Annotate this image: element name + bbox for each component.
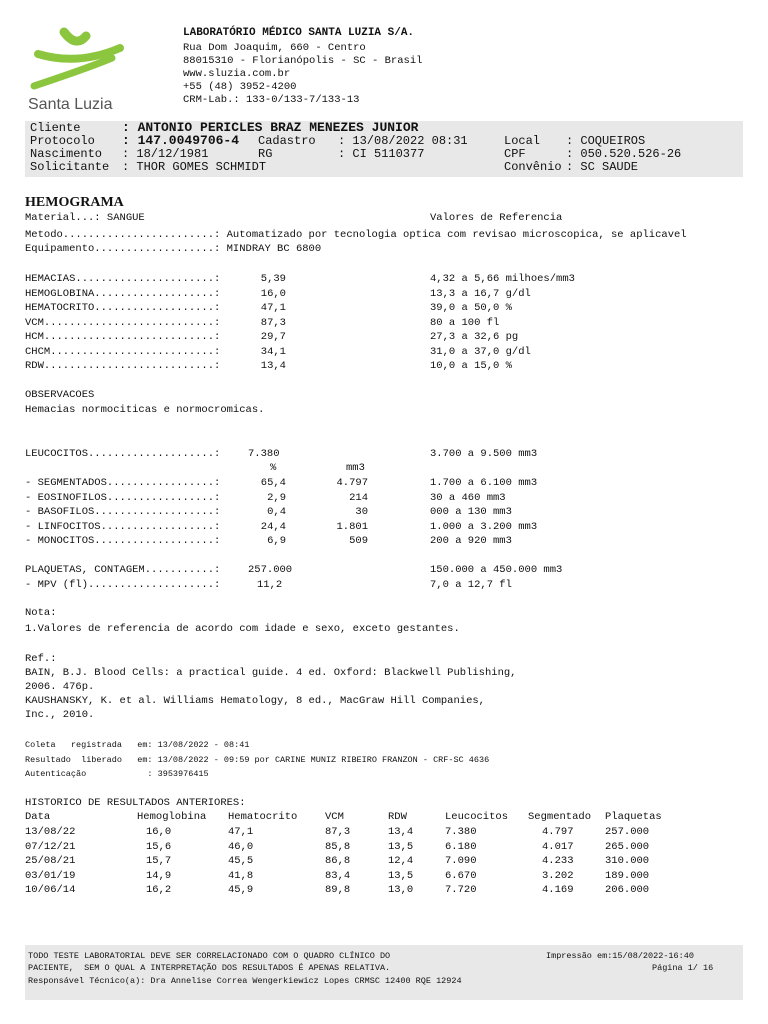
equipamento-line: Equipamento...................: MINDRAY BC 6800 [25,243,322,255]
result-pct: 2,9 [267,491,286,504]
result-value: 5,39 [260,273,286,285]
result-ref: 000 a 130 mm3 [430,506,512,518]
material-line: Material...: SANGUE [25,212,145,224]
result-pct: 24,4 [260,520,286,533]
history-cell: 265.000 [605,840,650,853]
history-cell: 4.233 [542,855,574,867]
solicitante-label: Solicitante [30,160,110,174]
result-pct: 6,9 [267,535,286,547]
ref-label: Ref.: [25,653,57,665]
history-header: Data [25,811,51,823]
result-label: - EOSINOFILOS.................: [25,491,221,504]
history-header: Leucocitos [445,811,509,823]
mpv-label: - MPV (fl)....................: [25,579,221,591]
history-cell: 13/08/22 [25,826,76,838]
history-cell: 4.017 [542,840,574,853]
protocolo-label: Protocolo [30,134,95,148]
history-cell: 14,9 [146,869,172,882]
history-cell: 41,8 [228,869,254,882]
history-cell: 85,8 [325,840,351,853]
responsavel-line: Responsável Técnico(a): Dra Annelise Correa Wengerkiewicz Lopes CRMSC 12400 RQE 12924 [28,976,462,986]
result-abs: 509 [349,535,368,547]
solicitante-value: : THOR GOMES SCHMIDT [122,160,267,174]
result-label: HEMACIAS......................: [25,273,221,285]
history-cell: 89,8 [325,884,351,896]
history-cell: 87,3 [325,826,351,838]
history-header: Hemoglobina [137,811,207,823]
cliente-value: : ANTONIO PERICLES BRAZ MENEZES JUNIOR [122,120,419,135]
result-ref: 39,0 a 50,0 % [430,302,512,314]
history-cell: 7.090 [445,855,477,867]
plaquetas-ref: 150.000 a 450.000 mm3 [430,564,563,576]
crm-line: CRM-Lab.: 133-0/133-7/133-13 [183,94,360,106]
pct-header: % [270,462,277,474]
result-ref: 1.000 a 3.200 mm3 [430,520,538,533]
result-ref: 30 a 460 mm3 [430,491,506,504]
ref-line: BAIN, B.J. Blood Cells: a practical guide. 4 ed. Oxford: Blackwell Publishing, [25,667,517,679]
result-label: - BASOFILOS...................: [25,506,221,518]
resultado-line: Resultado liberado em: 13/08/2022 - 09:59 por CARINE MUNIZ RIBEIRO FRANZON - CRF-SC 4636 [25,755,490,765]
protocolo-value: : 147.0049706-4 [122,133,240,148]
local-label: Local [504,134,541,148]
history-cell: 10/06/14 [25,884,76,896]
ref-line: Inc., 2010. [25,709,95,721]
result-ref: 80 a 100 fl [430,316,500,329]
result-label: - MONOCITOS...................: [25,535,221,547]
phone-line: +55 (48) 3952-4200 [183,81,297,93]
cpf-value: : 050.520.526-26 [566,147,682,161]
exam-title: HEMOGRAMA [25,195,124,210]
history-cell: 13,5 [388,869,414,882]
result-label: - LINFOCITOS..................: [25,520,221,533]
history-cell: 15,7 [146,855,172,867]
cpf-label: CPF [504,147,526,161]
history-header: RDW [388,811,407,823]
history-header: Plaquetas [605,811,662,823]
plaquetas-value: 257.000 [248,564,293,576]
result-ref: 4,32 a 5,66 milhoes/mm3 [430,273,575,285]
history-cell: 257.000 [605,826,650,838]
result-ref: 13,3 a 16,7 g/dl [430,287,531,300]
result-label: RDW...........................: [25,360,221,372]
result-ref: 31,0 a 37,0 g/dl [430,345,531,358]
rg-value: : CI 5110377 [338,147,425,161]
impressao-date: Impressão em:15/08/2022-16:40 [546,951,694,961]
result-ref: 27,3 a 32,6 pg [430,331,519,343]
history-cell: 4.169 [542,884,574,896]
history-cell: 45,5 [228,855,254,867]
result-ref: 200 a 920 mm3 [430,535,512,547]
result-pct: 65,4 [260,477,286,489]
nota-label: Nota: [25,607,57,619]
history-cell: 13,5 [388,840,414,853]
history-cell: 7.720 [445,884,477,896]
result-ref: 10,0 a 15,0 % [430,360,512,372]
mpv-ref: 7,0 a 12,7 fl [430,579,512,591]
history-cell: 45,9 [228,884,254,896]
history-cell: 310.000 [605,855,650,867]
history-cell: 47,1 [228,826,254,838]
leucocitos-ref: 3.700 a 9.500 mm3 [430,448,538,460]
history-cell: 16,0 [146,826,172,838]
metodo-line: Metodo........................: Automatizado por tecnologia optica com revisao microscopica, se aplicavel [25,229,687,241]
history-cell: 206.000 [605,884,650,896]
result-abs: 1.801 [336,520,368,533]
observacoes-label: OBSERVACOES [25,389,95,401]
history-cell: 189.000 [605,869,650,882]
nascimento-value: : 18/12/1981 [122,147,209,161]
result-abs: 30 [355,506,368,518]
nota-text: 1.Valores de referencia de acordo com idade e sexo, exceto gestantes. [25,623,460,635]
logo-text: Santa Luzia [28,96,113,113]
history-cell: 46,0 [228,840,254,853]
mm3-header: mm3 [346,462,365,474]
result-abs: 4.797 [336,477,368,489]
result-label: HEMATOCRITO...................: [25,302,221,314]
leucocitos-label: LEUCOCITOS....................: [25,448,221,460]
lab-name: LABORATÓRIO MÉDICO SANTA LUZIA S/A. [183,27,415,39]
result-ref: 1.700 a 6.100 mm3 [430,477,538,489]
autenticacao-line: Autenticação : 3953976415 [25,769,209,779]
result-value: 87,3 [260,316,286,329]
local-value: : COQUEIROS [566,134,646,148]
history-cell: 07/12/21 [25,840,76,853]
cadastro-label: Cadastro [258,134,316,148]
history-cell: 6.180 [445,840,477,853]
history-title: HISTORICO DE RESULTADOS ANTERIORES: [25,797,246,809]
mpv-value: 11,2 [257,579,283,591]
history-cell: 15,6 [146,840,172,853]
result-value: 16,0 [260,287,286,300]
result-label: - SEGMENTADOS.................: [25,477,221,489]
coleta-line: Coleta registrada em: 13/08/2022 - 08:41 [25,740,250,750]
history-cell: 6.670 [445,869,477,882]
history-cell: 13,0 [388,884,414,896]
page-number: Página 1/ 16 [652,963,714,973]
result-value: 47,1 [260,302,286,314]
history-cell: 4.797 [542,826,574,838]
history-cell: 3.202 [542,869,574,882]
history-cell: 13,4 [388,826,414,838]
leucocitos-value: 7.380 [248,448,280,460]
history-cell: 25/08/21 [25,855,76,867]
address-line: 88015310 - Florianópolis - SC - Brasil [183,55,423,67]
convenio-label: Convênio [504,160,562,174]
website-link[interactable]: www.sluzia.com.br [183,68,291,80]
result-pct: 0,4 [267,506,286,518]
result-label: HEMOGLOBINA...................: [25,287,221,300]
convenio-value: : SC SAUDE [566,160,639,174]
history-cell: 03/01/19 [25,869,76,882]
history-cell: 83,4 [325,869,351,882]
cadastro-value: : 13/08/2022 08:31 [338,134,468,148]
result-label: CHCM..........................: [25,345,221,358]
footer-line: PACIENTE, SEM O QUAL A INTERPRETAÇÃO DOS RESULTADOS É APENAS RELATIVA. [28,963,391,973]
plaquetas-label: PLAQUETAS, CONTAGEM...........: [25,564,221,576]
history-cell: 16,2 [146,884,172,896]
address-line: Rua Dom Joaquim, 660 - Centro [183,42,366,54]
result-abs: 214 [349,491,368,504]
ref-line: KAUSHANSKY, K. et al. Williams Hematology, 8 ed., MacGraw Hill Companies, [25,695,485,707]
history-header: Hematocrito [228,811,298,823]
result-value: 34,1 [260,345,286,358]
history-cell: 86,8 [325,855,351,867]
observacoes-text: Hemacias normociticas e normocromicas. [25,404,265,416]
ref-line: 2006. 476p. [25,681,95,693]
footer-line: TODO TESTE LABORATORIAL DEVE SER CORRELACIONADO COM O QUADRO CLÍNICO DO [28,951,391,961]
nascimento-label: Nascimento [30,147,103,161]
result-label: VCM...........................: [25,316,221,329]
history-header: VCM [325,811,344,823]
result-value: 29,7 [260,331,286,343]
cliente-label: Cliente [30,121,81,135]
result-value: 13,4 [260,360,286,372]
rg-label: RG [258,147,273,161]
history-header: Segmentado [528,811,592,823]
reference-header: Valores de Referencia [430,212,563,224]
history-cell: 12,4 [388,855,414,867]
history-cell: 7.380 [445,826,477,838]
result-label: HCM...........................: [25,331,221,343]
